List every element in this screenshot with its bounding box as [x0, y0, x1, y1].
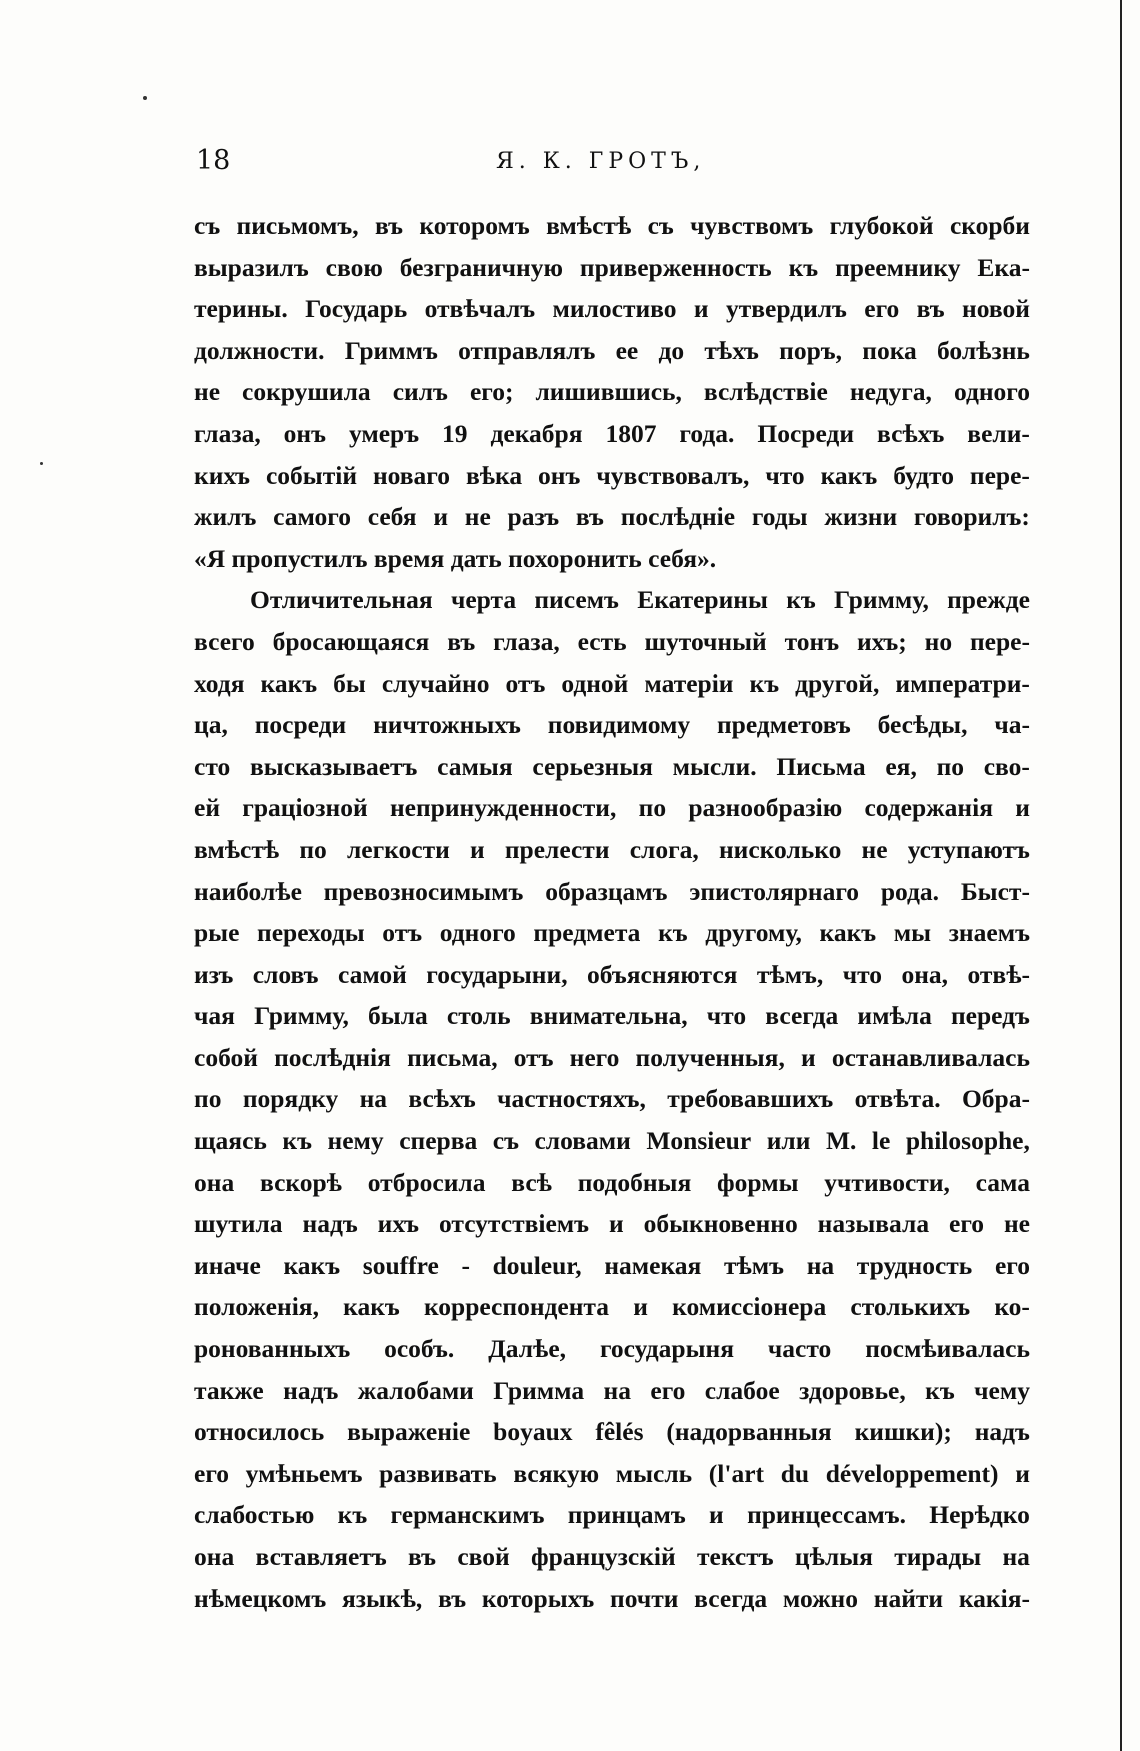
text-line: ходя какъ бы случайно отъ одной матеріи къ другой, императри- — [194, 668, 1030, 698]
text-line: шутила надъ ихъ отсутствіемъ и обыкновенно называла его не — [194, 1209, 1030, 1239]
text-line: ца, посреди ничтожныхъ повидимому предметовъ бесѣды, ча- — [194, 710, 1030, 740]
text-line: по порядку на всѣхъ частностяхъ, требовавшихъ отвѣта. Обра- — [194, 1084, 1030, 1114]
text-line: чая Гримму, была столь внимательна, что всегда имѣла передъ — [194, 1001, 1030, 1031]
body-text — [194, 205, 1030, 1619]
text-line: ронованныхъ особъ. Далѣе, государыня часто посмѣивалась — [194, 1334, 1030, 1364]
text-line: съ письмомъ, въ которомъ вмѣстѣ съ чувствомъ глубокой скорби — [194, 211, 1030, 240]
page-number: 18 — [196, 145, 231, 176]
text-line: рые переходы отъ одного предмета къ другому, какъ мы знаемъ — [194, 918, 1030, 948]
text-line: слабостью къ германскимъ принцамъ и принцессамъ. Нерѣдко — [194, 1500, 1030, 1530]
text-line: Отличительная черта писемъ Екатерины къ Гримму, прежде — [250, 585, 1030, 615]
page-edge-line — [1120, 0, 1122, 1751]
text-line: нѣмецкомъ языкѣ, въ которыхъ почти всегда можно найти какія- — [194, 1583, 1030, 1613]
text-line: относилось выраженіе boyaux fêlés (надорванныя кишки); надъ — [194, 1417, 1030, 1447]
text-line: не сокрушила силъ его; лишившись, вслѣдствіе недуга, одного — [194, 377, 1030, 407]
text-line: также надъ жалобами Гримма на его слабое здоровье, къ чему — [194, 1375, 1030, 1405]
text-line: сто высказываетъ самыя серьезныя мысли. Письма ея, по сво- — [194, 751, 1030, 781]
text-line: иначе какъ souffre - douleur, намекая тѣмъ на трудность его — [194, 1250, 1030, 1280]
text-line: кихъ событій новаго вѣка онъ чувствовалъ, что какъ будто пере- — [194, 460, 1030, 490]
text-line: изъ словъ самой государыни, объясняются тѣмъ, что она, отвѣ- — [194, 959, 1030, 989]
text-line: щаясь къ нему сперва съ словами Monsieur или M. le philosophe, — [194, 1126, 1030, 1156]
text-line: она вскорѣ отбросила всѣ подобныя формы учтивости, сама — [194, 1167, 1030, 1197]
page-header — [196, 145, 1028, 185]
running-head: Я. К. ГРОТЪ, — [496, 149, 706, 174]
text-line: должности. Гриммъ отправлялъ ее до тѣхъ поръ, пока болѣзнь — [194, 335, 1030, 365]
text-line: жилъ самого себя и не разъ въ послѣдніе годы жизни говорилъ: — [194, 502, 1030, 532]
text-line: выразилъ свою безграничную приверженность къ преемнику Ека- — [194, 252, 1030, 282]
text-line: она вставляетъ въ свой французскій текстъ цѣлыя тирады на — [194, 1542, 1030, 1571]
text-line: «Я пропустилъ время дать похоронить себя». — [194, 543, 717, 573]
text-line: ей граціозной непринужденности, по разнообразію содержанія и — [194, 793, 1030, 823]
print-speck — [143, 96, 147, 100]
text-line: положенія, какъ корреспондента и комиссіонера столькихъ ко- — [194, 1292, 1030, 1322]
text-line: глаза, онъ умеръ 19 декабря 1807 года. Посреди всѣхъ вели- — [194, 418, 1030, 448]
text-line: собой послѣднія письма, отъ него полученныя, и останавливалась — [194, 1042, 1030, 1072]
print-speck — [40, 462, 43, 465]
text-line: всего бросающаяся въ глаза, есть шуточный тонъ ихъ; но пере- — [194, 626, 1030, 656]
text-line: терины. Государь отвѣчалъ милостиво и утвердилъ его въ новой — [194, 294, 1030, 324]
text-line: его умѣньемъ развивать всякую мысль (l'art du développement) и — [194, 1458, 1030, 1488]
text-line: вмѣстѣ по легкости и прелести слога, нисколько не уступаютъ — [194, 834, 1030, 864]
text-line: наиболѣе превозносимымъ образцамъ эпистолярнаго рода. Быст- — [194, 876, 1030, 906]
